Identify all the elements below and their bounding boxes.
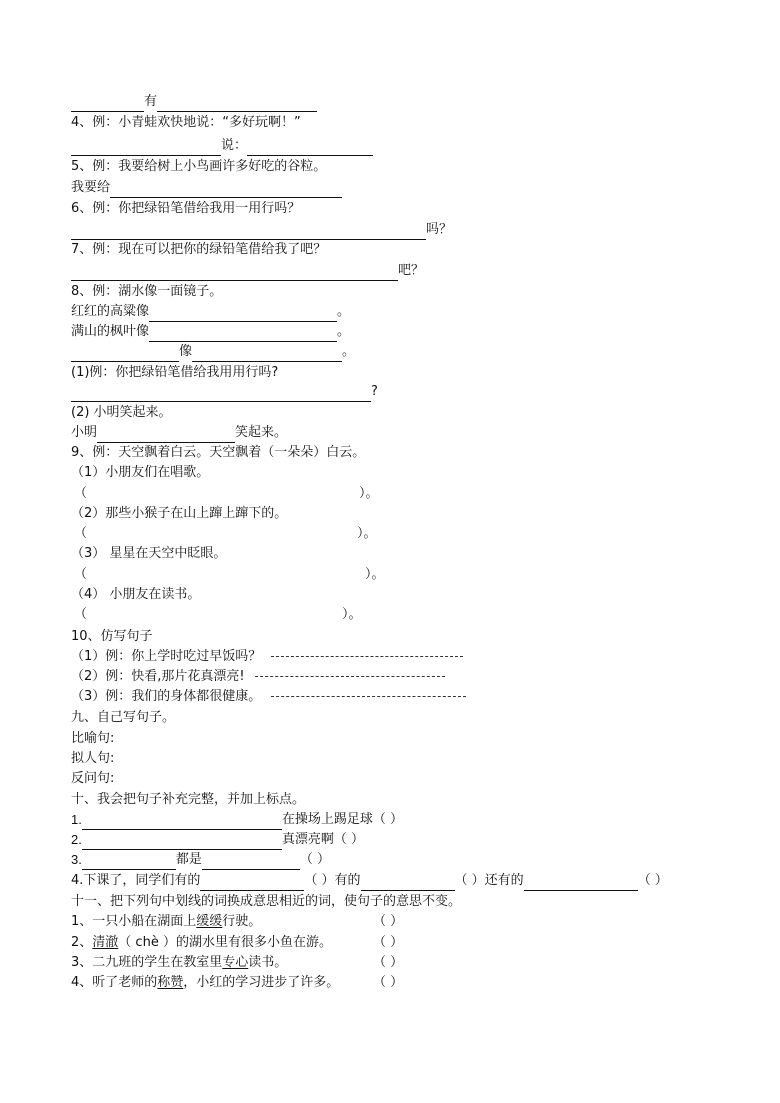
section-eleven-item-1 (71, 912, 261, 932)
question-9-4: （4） 小朋友在读书。 (71, 587, 201, 602)
blank[interactable] (110, 183, 342, 198)
underlined-word: 清澈 (92, 935, 119, 950)
personification-line: 拟人句: (71, 751, 115, 766)
blank[interactable] (71, 387, 371, 402)
question-9-1: （1）小朋友们在唱歌。 (71, 465, 210, 480)
section-eleven-item-3 (71, 953, 287, 973)
text: 我要给 (71, 180, 111, 195)
text: （ chè ）的湖水里有很多小鱼在游。 (118, 935, 332, 950)
question-10-2 (71, 667, 445, 687)
blank[interactable] (524, 876, 638, 891)
dashed-answer-line[interactable] (271, 656, 463, 658)
blank[interactable] (202, 855, 300, 870)
text: 。 (342, 344, 356, 359)
question-6: 6、例：你把绿铅笔借给我用一用行吗？ (71, 201, 301, 216)
section-ten-item-3 (71, 850, 330, 870)
text: （1）例：你上学时吃过早饭吗？ (71, 649, 262, 664)
text: 满山的枫叶像 (71, 324, 150, 339)
text: （ ）有的 (304, 873, 361, 888)
section-eleven-title: 十一、把下列句中划线的词换成意思相近的词，使句子的意思不变。 (71, 894, 462, 909)
blank[interactable] (82, 815, 282, 830)
blank[interactable] (247, 141, 373, 156)
text: 有 (144, 94, 158, 109)
blank[interactable] (82, 835, 282, 850)
close-paren: ）。 (365, 567, 385, 582)
text: 在操场上踢足球（ ） (281, 812, 403, 827)
open-paren: （ (74, 526, 88, 541)
simile-line: 比喻句: (71, 731, 115, 746)
section-eleven-item-2 (71, 933, 332, 953)
question-8-2: (2) 小明笑起来。 (71, 405, 172, 420)
section-nine-title: 九、自己写句子。 (71, 710, 176, 725)
text: （ ） (637, 873, 668, 888)
text: （3）例：我们的身体都很健康。 (71, 689, 262, 704)
blank[interactable] (192, 347, 342, 362)
text: 像 (179, 344, 193, 359)
section-ten-item-1 (71, 810, 403, 830)
close-paren: ）。 (342, 607, 362, 622)
text: 2、 (71, 935, 93, 950)
text: 行驶。 (222, 914, 262, 929)
blank[interactable] (71, 266, 398, 281)
blank[interactable] (71, 97, 144, 112)
question-8-1: (1)例：你把绿铅笔借给我用用行吗? (71, 365, 279, 380)
dashed-answer-line[interactable] (271, 696, 466, 698)
blank[interactable] (361, 876, 455, 891)
text: 3. (71, 852, 82, 867)
question-5: 5、例：我要给树上小鸟画许多好吃的谷粒。 (71, 159, 327, 174)
text: 吧？ (398, 263, 425, 278)
close-paren: ）。 (357, 526, 377, 541)
section-ten-item-2 (71, 830, 364, 850)
text: 。 (337, 304, 351, 319)
answer-paren-9-4[interactable] (71, 605, 401, 625)
question-9: 9、例：天空飘着白云。天空飘着（一朵朵）白云。 (71, 445, 366, 460)
open-paren: （ (74, 607, 88, 622)
question-9-3: （3） 星星在天空中眨眼。 (71, 546, 227, 561)
text: 。 (337, 324, 351, 339)
answer-line-8c (71, 342, 355, 362)
text: 说： (221, 138, 248, 153)
blank[interactable] (71, 141, 221, 156)
underlined-word: 专心 (222, 955, 249, 970)
text: ，小红的学习进步了许多。 (183, 975, 340, 990)
answer-paren-11-2[interactable]: （ ） (373, 935, 404, 950)
answer-line-6 (71, 220, 452, 240)
text: 4、听了老师的 (71, 975, 158, 990)
text: 2. (71, 832, 82, 847)
answer-paren-11-4[interactable]: （ ） (373, 975, 404, 990)
text: 笑起来。 (235, 425, 288, 440)
blank[interactable] (200, 876, 304, 891)
answer-paren-9-3[interactable] (71, 565, 401, 585)
section-ten-title: 十、我会把句子补充完整，并加上标点。 (71, 792, 306, 807)
text: 3、二九班的学生在教室里 (71, 955, 223, 970)
answer-line-4 (71, 136, 373, 156)
text: （2）例：快看,那片花真漂亮! (71, 669, 245, 684)
text: 吗？ (426, 222, 453, 237)
text: 红红的高粱像 (71, 304, 150, 319)
answer-paren-11-3[interactable]: （ ） (373, 955, 404, 970)
answer-paren-9-2[interactable] (71, 524, 401, 544)
blank[interactable] (157, 97, 317, 112)
answer-line-3 (71, 92, 317, 112)
answer-paren-9-1[interactable] (71, 484, 401, 504)
text: （ ）还有的 (454, 873, 524, 888)
blank[interactable] (71, 347, 179, 362)
text: 1. (71, 812, 82, 827)
open-paren: （ (74, 567, 88, 582)
answer-line-8b (71, 322, 350, 342)
blank[interactable] (149, 307, 337, 322)
answer-line-7 (71, 261, 424, 281)
rhetorical-line: 反问句: (71, 771, 115, 786)
close-paren: ）。 (359, 486, 379, 501)
text: 真漂亮啊（ ） (281, 832, 364, 847)
question-4: 4、例：小青蛙欢快地说：“多好玩啊！” (71, 115, 301, 130)
question-7: 7、例：现在可以把你的绿铅笔借给我了吧？ (71, 242, 327, 257)
text: 4.下课了，同学们有的 (71, 873, 201, 888)
text: 都是 (175, 852, 202, 867)
question-10: 10、仿写句子 (71, 629, 153, 644)
question-9-2: （2）那些小猴子在山上蹿上蹿下的。 (71, 506, 288, 521)
answer-line-8-1 (71, 382, 378, 402)
answer-line-5 (71, 178, 342, 198)
blank[interactable] (71, 225, 426, 240)
blank[interactable] (82, 855, 176, 870)
answer-line-8-2 (71, 423, 287, 443)
underlined-word: 称赞 (157, 975, 184, 990)
dashed-answer-line[interactable] (255, 676, 445, 678)
underlined-word: 缓缓 (196, 914, 223, 929)
blank[interactable] (97, 428, 235, 443)
open-paren: （ (74, 486, 88, 501)
question-8: 8、例：湖水像一面镜子。 (71, 284, 223, 299)
section-ten-item-4 (71, 871, 668, 891)
answer-paren-11-1[interactable]: （ ） (373, 914, 404, 929)
question-10-3 (71, 687, 466, 707)
text: ? (371, 384, 378, 399)
answer-line-8a (71, 302, 350, 322)
text: （ ） (299, 852, 330, 867)
question-10-1 (71, 647, 463, 667)
text: 小明 (71, 425, 98, 440)
text: 1、一只小船在湖面上 (71, 914, 197, 929)
text: 读书。 (248, 955, 288, 970)
blank[interactable] (149, 327, 337, 342)
section-eleven-item-4 (71, 973, 339, 993)
